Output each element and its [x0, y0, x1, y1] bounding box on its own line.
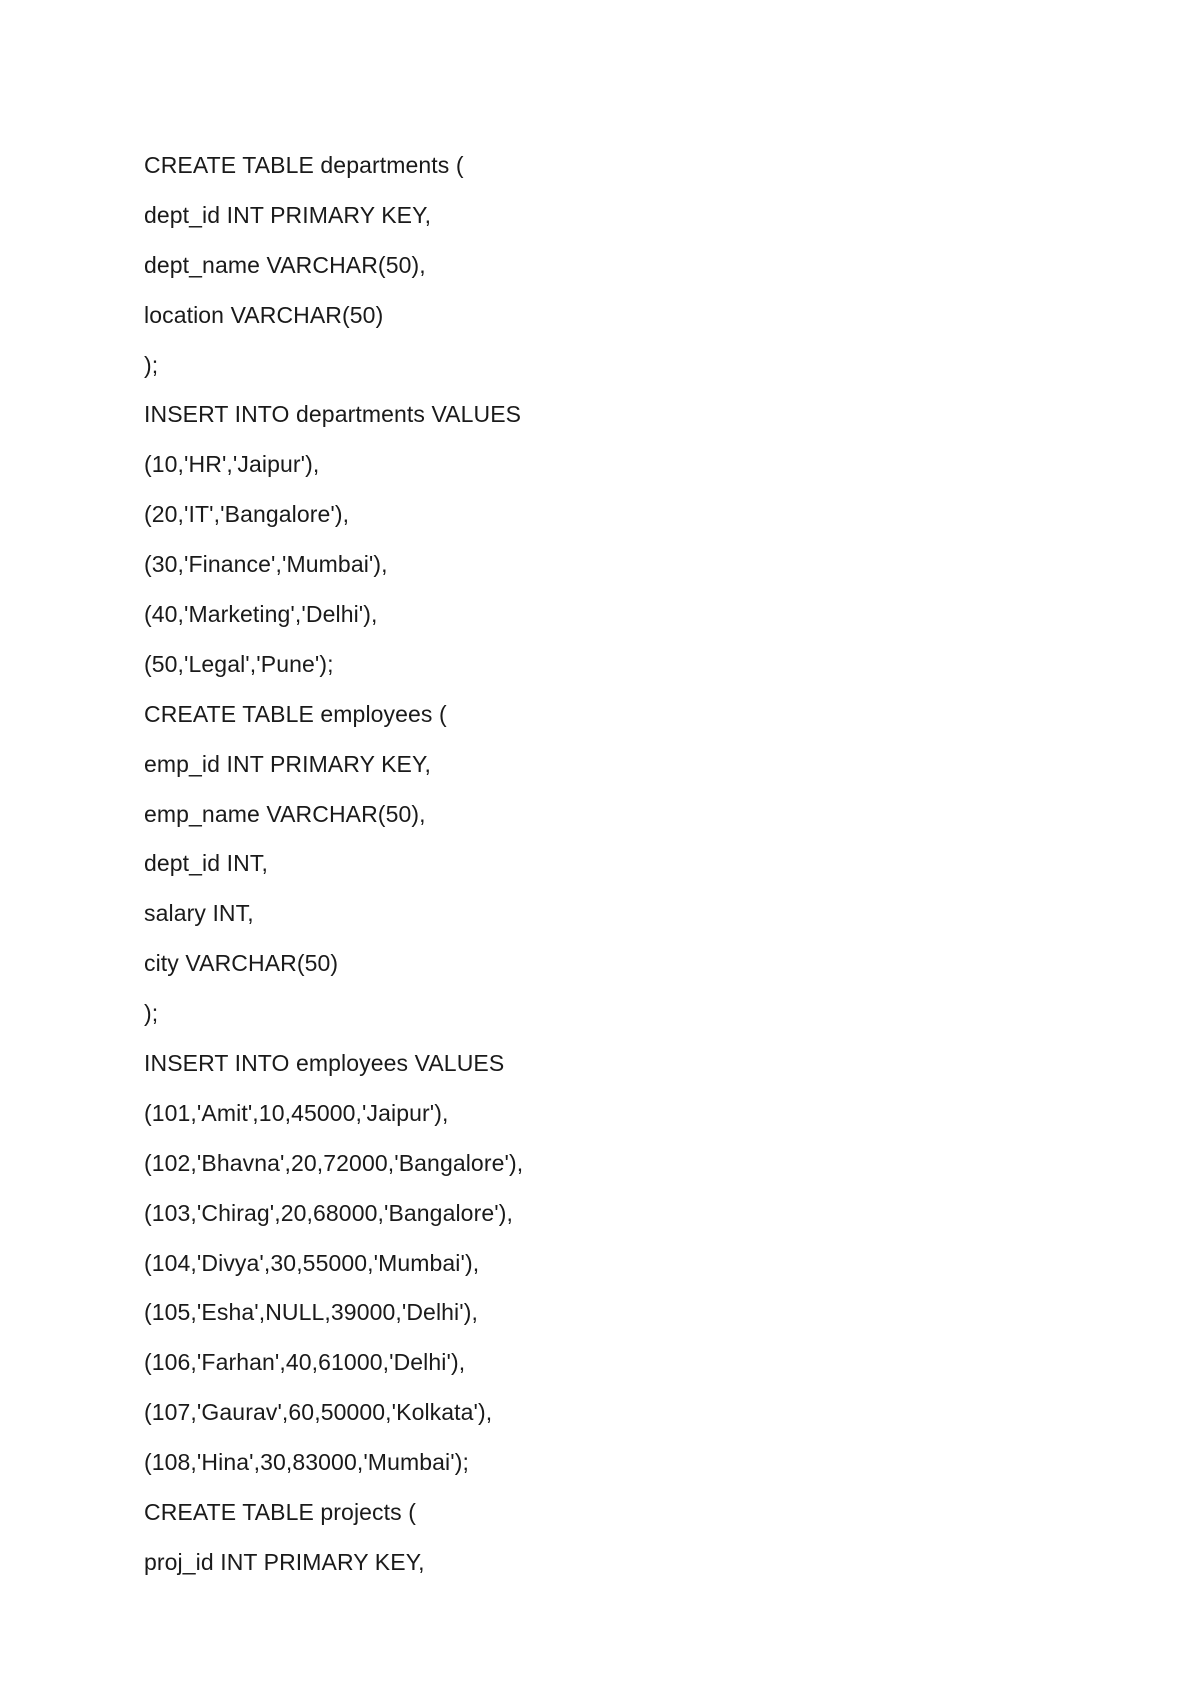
sql-line: (108,'Hina',30,83000,'Mumbai');	[144, 1449, 469, 1476]
sql-line-create-employees: CREATE TABLE employees (	[144, 700, 447, 727]
sql-line: (20,'IT','Bangalore'),	[144, 501, 350, 528]
sql-line: dept_id INT,	[144, 850, 268, 877]
sql-line: (40,'Marketing','Delhi'),	[144, 601, 378, 628]
sql-line: );	[144, 351, 159, 378]
sql-line: );	[144, 1000, 159, 1027]
sql-line: (30,'Finance','Mumbai'),	[144, 551, 388, 578]
sql-code-block	[144, 148, 1044, 1595]
sql-line: dept_id INT PRIMARY KEY,	[144, 201, 432, 228]
sql-line-create-projects: CREATE TABLE projects (	[144, 1499, 416, 1526]
sql-line: dept_name VARCHAR(50),	[144, 251, 426, 278]
sql-line: location VARCHAR(50)	[144, 301, 384, 328]
sql-line: (50,'Legal','Pune');	[144, 650, 334, 677]
sql-line: (102,'Bhavna',20,72000,'Bangalore'),	[144, 1149, 524, 1176]
sql-line: emp_id INT PRIMARY KEY,	[144, 750, 431, 777]
sql-line: emp_name VARCHAR(50),	[144, 800, 426, 827]
sql-line: (105,'Esha',NULL,39000,'Delhi'),	[144, 1299, 479, 1326]
sql-line: (103,'Chirag',20,68000,'Bangalore'),	[144, 1199, 513, 1226]
sql-line: (101,'Amit',10,45000,'Jaipur'),	[144, 1099, 449, 1126]
sql-line: salary INT,	[144, 900, 254, 927]
sql-line-create-departments: CREATE TABLE departments (	[144, 152, 464, 178]
sql-line: (107,'Gaurav',60,50000,'Kolkata'),	[144, 1399, 493, 1426]
sql-line: (10,'HR','Jaipur'),	[144, 451, 320, 478]
sql-line: (106,'Farhan',40,61000,'Delhi'),	[144, 1349, 466, 1376]
sql-line: proj_id INT PRIMARY KEY,	[144, 1548, 425, 1575]
sql-line: city VARCHAR(50)	[144, 950, 339, 977]
sql-line-insert-employees: INSERT INTO employees VALUES	[144, 1050, 505, 1077]
sql-line: (104,'Divya',30,55000,'Mumbai'),	[144, 1249, 480, 1276]
sql-line-insert-departments: INSERT INTO departments VALUES	[144, 401, 522, 428]
